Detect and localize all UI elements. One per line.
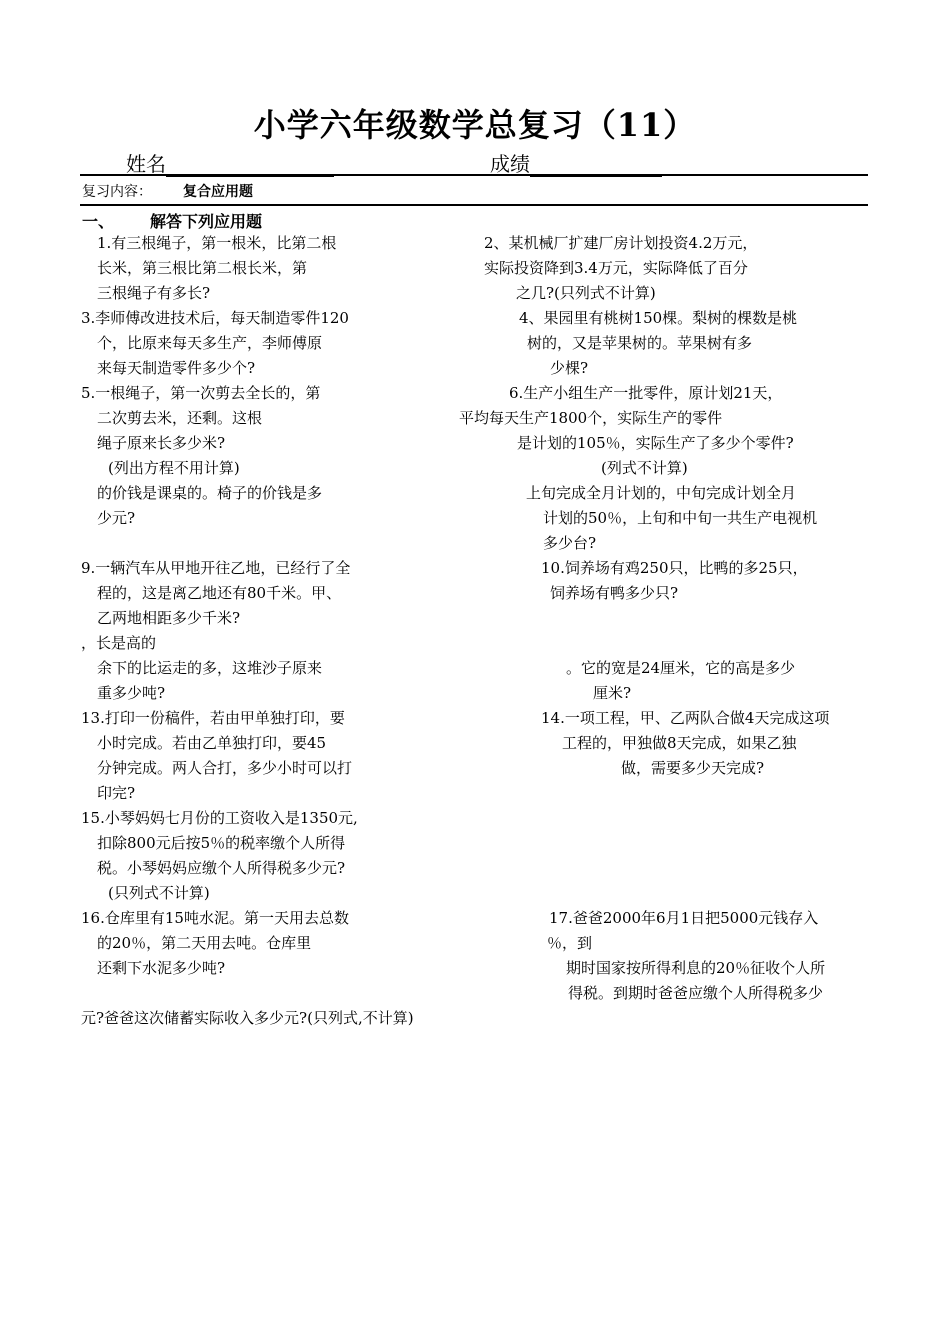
question-text-line: 程的，这是离乙地还有80千米。甲、 [97, 584, 342, 602]
question-text-line: 印完? [97, 784, 136, 802]
question-text-line: 6.生产小组生产一批零件，原计划21天， [509, 384, 783, 402]
review-label: 复习内容： [82, 184, 152, 200]
question-text-line: 9.一辆汽车从甲地开往乙地，已经行了全 [81, 559, 351, 577]
question-text-line: 。它的宽是24厘米，它的高是多少 [566, 659, 796, 677]
question-text-line: 少棵? [550, 359, 589, 377]
question-text-line: (列出方程不用计算) [108, 459, 240, 477]
page-title: 小学六年级数学总复习（11） [253, 106, 697, 144]
question-text-line: ，长是高的 [81, 634, 157, 652]
review-value: 复合应用题 [183, 184, 253, 200]
question-text-line: 树的，又是苹果树的。苹果树有多 [527, 334, 753, 352]
question-text-line: 2、某机械厂扩建厂房计划投资4.2万元， [484, 234, 758, 252]
question-text-line: 做，需要多少天完成? [621, 759, 765, 777]
question-text-line: 长米，第三根比第二根长米，第 [97, 259, 308, 277]
question-text-line: 得税。到期时爸爸应缴个人所得税多少 [568, 984, 824, 1002]
question-text-line: (只列式不计算) [108, 884, 210, 902]
question-text-line: 扣除800元后按5％的税率缴个人所得 [97, 834, 346, 852]
question-text-line: 余下的比运走的多，这堆沙子原来 [97, 659, 323, 677]
question-text-line: 多少台? [543, 534, 597, 552]
question-text-line: 17.爸爸2000年6月1日把5000元钱存入 [549, 909, 819, 927]
question-text-line: 的20％，第二天用去吨。仓库里 [97, 934, 312, 952]
question-text-line: 个，比原来每天多生产，李师傅原 [97, 334, 323, 352]
question-text-line: 是计划的105％，实际生产了多少个零件? [517, 434, 794, 452]
question-text-line: (列式不计算) [601, 459, 688, 477]
question-text-line: 10.饲养场有鸡250只，比鸭的多25只， [541, 559, 808, 577]
question-text-line: 三根绳子有多长? [97, 284, 211, 302]
question-text-line: 元?爸爸这次储蓄实际收入多少元?(只列式,不计算) [81, 1009, 414, 1027]
question-text-line: 4、果园里有桃树150棵。梨树的棵数是桃 [519, 309, 798, 327]
question-text-line: 之几?(只列式不计算) [516, 284, 656, 302]
score-field[interactable] [490, 148, 662, 177]
question-text-line: 还剩下水泥多少吨? [97, 959, 226, 977]
question-text-line: 二次剪去米，还剩。这根 [97, 409, 263, 427]
question-text-line: 工程的，甲独做8天完成，如果乙独 [562, 734, 797, 752]
question-text-line: 税。小琴妈妈应缴个人所得税多少元? [97, 859, 346, 877]
header-rule-top [80, 174, 868, 176]
question-text-line: 计划的50％，上旬和中旬一共生产电视机 [543, 509, 818, 527]
question-text-line: 小时完成。若由乙单独打印，要45 [97, 734, 327, 752]
score-label: 成绩 [490, 152, 530, 176]
question-text-line: 1.有三根绳子，第一根米，比第二根 [97, 234, 337, 252]
question-text-line: 平均每天生产1800个，实际生产的零件 [459, 409, 723, 427]
question-text-line: 少元? [97, 509, 136, 527]
question-text-line: 实际投资降到3.4万元，实际降低了百分 [484, 259, 748, 277]
question-text-line: 重多少吨? [97, 684, 166, 702]
question-text-line: 分钟完成。两人合打，多少小时可以打 [97, 759, 353, 777]
header-rule-bottom [80, 204, 868, 206]
question-text-line: 16.仓库里有15吨水泥。第一天用去总数 [81, 909, 349, 927]
question-text-line: 13.打印一份稿件，若由甲单独打印，要 [81, 709, 345, 727]
question-text-line: 的价钱是课桌的。椅子的价钱是多 [97, 484, 323, 502]
name-field[interactable] [126, 148, 334, 177]
question-text-line: 期时国家按所得利息的20％征收个人所 [566, 959, 826, 977]
section-number: 一、 [82, 212, 115, 231]
name-label: 姓名 [126, 152, 166, 176]
question-text-line: 饲养场有鸭多少只? [550, 584, 679, 602]
question-text-line: 乙两地相距多少千米? [97, 609, 241, 627]
question-text-line: 绳子原来长多少米? [97, 434, 226, 452]
question-text-line: 15.小琴妈妈七月份的工资收入是1350元, [81, 809, 358, 827]
question-text-line: 3.李师傅改进技术后，每天制造零件120 [81, 309, 349, 327]
question-text-line: 来每天制造零件多少个? [97, 359, 256, 377]
question-text-line: 上旬完成全月计划的，中旬完成计划全月 [526, 484, 797, 502]
question-text-line: 14.一项工程，甲、乙两队合做4天完成这项 [541, 709, 830, 727]
section-title: 解答下列应用题 [150, 212, 263, 231]
question-text-line: 厘米? [593, 684, 632, 702]
question-text-line: ％，到 [547, 934, 593, 952]
question-text-line: 5.一根绳子，第一次剪去全长的，第 [81, 384, 321, 402]
